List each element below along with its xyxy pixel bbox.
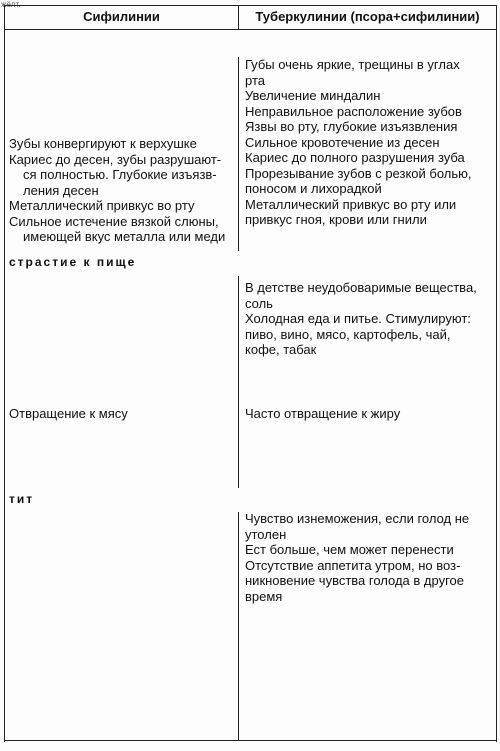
column-divider [238, 276, 239, 488]
right-cell-appetite [245, 511, 493, 604]
text-line: ся полностью. Глубокие изъязв- [23, 167, 217, 182]
left-cell-food [9, 406, 235, 422]
corner-mark: жёлт. [1, 0, 21, 9]
section-label: страстие к пище [9, 255, 137, 269]
text-line: утолен [245, 526, 287, 542]
text-line: Губы очень яркие, трещины в углах [245, 57, 460, 72]
column-header-tuberculinic: Туберкулинии (псора+сифилинии) [255, 9, 480, 24]
text-line: Часто отвращение к жиру [245, 406, 401, 421]
text-line: рта [245, 72, 265, 88]
text-line: Чувство изнеможения, если голод не [245, 511, 470, 526]
text-line: Отсутствие аппетита утром, но воз- [245, 557, 461, 573]
column-header-syphilinic: Сифилинии [83, 9, 160, 24]
text-line: имеющей вкус металла или меди [23, 229, 226, 244]
text-line: Кариес до десен, зубы разрушают- [9, 151, 222, 167]
text-line: Язвы во рту, глубокие изъязвления [245, 119, 458, 134]
text-line: Кариес до полного разрушения зуба [245, 150, 465, 165]
text-line: Прорезывание зубов с резкой болью, [245, 165, 472, 181]
table-right-border [496, 5, 497, 742]
text-line: Зубы конвергируют к верхушке [9, 136, 197, 151]
text-line: поносом и лихорадкой [245, 181, 382, 196]
header-bottom-border [5, 29, 497, 30]
text-line: никновение чувства голода в другое [245, 573, 465, 588]
text-line: привкус гноя, крови или гнили [245, 212, 427, 227]
table-bottom-border [5, 740, 497, 741]
left-cell-teeth [9, 136, 235, 245]
text-line: Ест больше, чем может перенести [245, 542, 454, 557]
text-line: Отвращение к мясу [9, 406, 128, 421]
text-line: Сильное кровотечение из десен [245, 134, 440, 150]
text-line: Холодная еда и питье. Стимулируют: [245, 311, 471, 326]
text-line: Неправильное расположение зубов [245, 103, 462, 119]
text-line: соль [245, 295, 273, 311]
column-divider [238, 512, 239, 740]
comparison-table [4, 5, 497, 742]
text-line: Металлический привкус во рту или [245, 196, 457, 212]
right-cell-teeth [245, 57, 493, 228]
text-line: В детстве неудобоваримые вещества, [245, 280, 477, 295]
right-cell-food [245, 280, 493, 358]
section-label: тит [9, 492, 35, 506]
text-line: кофе, табак [245, 342, 317, 357]
column-divider [238, 57, 239, 251]
text-line: пиво, вино, мясо, картофель, чай, [245, 326, 451, 342]
text-line: ления десен [23, 182, 99, 198]
text-line: Увеличение миндалин [245, 88, 381, 103]
text-line: время [245, 588, 283, 604]
text-line: Сильное истечение вязкой слюны, [9, 213, 219, 229]
right-cell-fat-aversion [245, 406, 493, 422]
table-top-border [5, 5, 497, 6]
text-line: Металлический привкус во рту [9, 198, 195, 213]
